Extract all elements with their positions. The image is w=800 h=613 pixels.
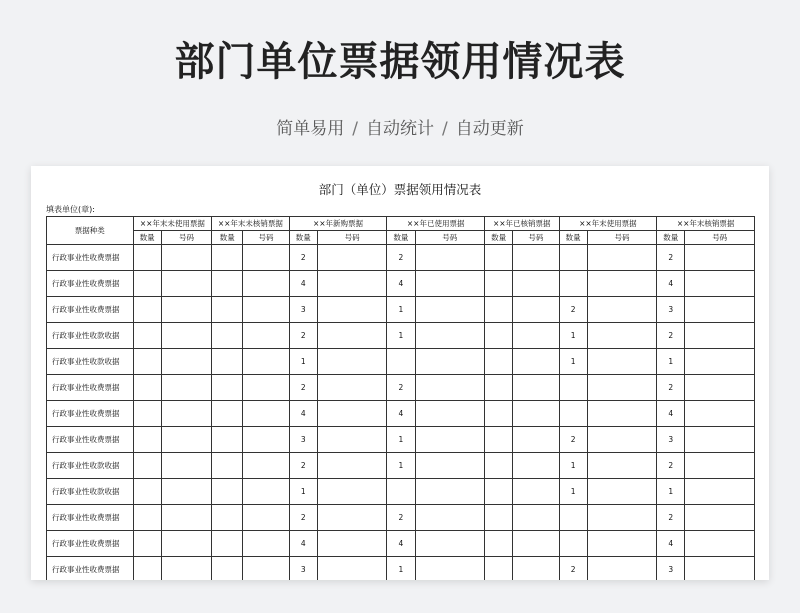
count-cell	[485, 401, 513, 427]
count-cell: 2	[387, 505, 415, 531]
count-cell: 2	[657, 323, 685, 349]
count-cell	[212, 323, 243, 349]
page-title: 部门单位票据领用情况表	[174, 39, 626, 85]
number-cell	[161, 271, 211, 297]
number-cell	[415, 297, 484, 323]
number-cell	[243, 531, 289, 557]
subheader-number: 号码	[587, 231, 656, 245]
count-cell: 4	[387, 271, 415, 297]
number-cell	[587, 557, 656, 581]
count-cell: 2	[559, 427, 587, 453]
count-cell: 4	[289, 271, 317, 297]
count-cell	[133, 453, 161, 479]
count-cell: 3	[657, 557, 685, 581]
number-cell	[415, 323, 484, 349]
number-cell	[513, 557, 559, 581]
number-cell	[161, 427, 211, 453]
number-cell	[415, 505, 484, 531]
count-cell: 2	[289, 323, 317, 349]
count-cell: 2	[387, 375, 415, 401]
table-row	[47, 531, 755, 557]
subheader-number: 号码	[513, 231, 559, 245]
number-cell	[587, 479, 656, 505]
number-cell	[317, 375, 386, 401]
subheader-count: 数量	[559, 231, 587, 245]
count-cell: 2	[657, 505, 685, 531]
number-cell	[415, 245, 484, 271]
column-group-header: ××年已核销票据	[485, 217, 560, 231]
ticket-table	[46, 216, 755, 580]
number-cell	[513, 297, 559, 323]
number-cell	[587, 531, 656, 557]
ticket-kind-cell: 行政事业性收款收据	[47, 323, 134, 349]
column-header-kind: 票据种类	[47, 217, 134, 245]
subheader-count: 数量	[289, 231, 317, 245]
number-cell	[685, 401, 755, 427]
count-cell: 3	[289, 297, 317, 323]
count-cell	[485, 557, 513, 581]
table-row	[47, 557, 755, 581]
count-cell	[212, 271, 243, 297]
count-cell	[387, 479, 415, 505]
number-cell	[513, 349, 559, 375]
count-cell: 2	[387, 245, 415, 271]
subheader-count: 数量	[212, 231, 243, 245]
count-cell: 1	[559, 479, 587, 505]
count-cell: 4	[657, 531, 685, 557]
number-cell	[317, 453, 386, 479]
count-cell	[559, 375, 587, 401]
number-cell	[685, 297, 755, 323]
count-cell: 1	[289, 479, 317, 505]
count-cell: 3	[657, 427, 685, 453]
count-cell	[212, 479, 243, 505]
subtitle-item: 简单易用	[276, 119, 345, 139]
number-cell	[513, 531, 559, 557]
subheader-count: 数量	[657, 231, 685, 245]
count-cell: 2	[657, 453, 685, 479]
number-cell	[415, 453, 484, 479]
number-cell	[513, 401, 559, 427]
count-cell: 4	[289, 531, 317, 557]
number-cell	[243, 427, 289, 453]
count-cell	[559, 531, 587, 557]
count-cell	[212, 505, 243, 531]
subheader-number: 号码	[243, 231, 289, 245]
number-cell	[415, 479, 484, 505]
count-cell	[387, 349, 415, 375]
ticket-kind-cell: 行政事业性收款收据	[47, 479, 134, 505]
number-cell	[415, 557, 484, 581]
count-cell: 2	[657, 245, 685, 271]
number-cell	[243, 297, 289, 323]
number-cell	[513, 271, 559, 297]
count-cell	[212, 557, 243, 581]
number-cell	[587, 401, 656, 427]
number-cell	[685, 323, 755, 349]
count-cell: 3	[289, 427, 317, 453]
count-cell	[133, 479, 161, 505]
count-cell: 1	[657, 349, 685, 375]
count-cell	[485, 323, 513, 349]
number-cell	[587, 375, 656, 401]
count-cell: 4	[657, 271, 685, 297]
count-cell	[485, 245, 513, 271]
count-cell: 4	[657, 401, 685, 427]
number-cell	[243, 401, 289, 427]
ticket-kind-cell: 行政事业性收费票据	[47, 427, 134, 453]
ticket-kind-cell: 行政事业性收费票据	[47, 271, 134, 297]
number-cell	[317, 557, 386, 581]
table-row	[47, 427, 755, 453]
count-cell: 2	[289, 453, 317, 479]
number-cell	[513, 505, 559, 531]
count-cell: 1	[559, 323, 587, 349]
ticket-kind-cell: 行政事业性收费票据	[47, 505, 134, 531]
count-cell: 2	[657, 375, 685, 401]
count-cell	[133, 349, 161, 375]
subheader-number: 号码	[161, 231, 211, 245]
table-row	[47, 323, 755, 349]
ticket-kind-cell: 行政事业性收费票据	[47, 557, 134, 581]
count-cell: 1	[559, 349, 587, 375]
sheet-title: 部门（单位）票据领用情况表	[318, 182, 482, 197]
count-cell: 2	[559, 297, 587, 323]
number-cell	[161, 323, 211, 349]
count-cell: 1	[387, 323, 415, 349]
number-cell	[317, 297, 386, 323]
count-cell	[133, 271, 161, 297]
number-cell	[243, 375, 289, 401]
ticket-kind-cell: 行政事业性收费票据	[47, 245, 134, 271]
column-group-header: ××年末未使用票据	[133, 217, 212, 231]
column-group-header: ××年已使用票据	[387, 217, 485, 231]
subheader-count: 数量	[133, 231, 161, 245]
unit-label: 填表单位(章):	[46, 205, 95, 214]
ticket-kind-cell: 行政事业性收费票据	[47, 375, 134, 401]
number-cell	[317, 505, 386, 531]
number-cell	[243, 557, 289, 581]
count-cell	[485, 453, 513, 479]
count-cell	[212, 453, 243, 479]
count-cell: 2	[559, 557, 587, 581]
table-row	[47, 271, 755, 297]
column-group-header: ××年末使用票据	[559, 217, 657, 231]
number-cell	[587, 453, 656, 479]
number-cell	[161, 453, 211, 479]
number-cell	[513, 323, 559, 349]
count-cell	[485, 479, 513, 505]
number-cell	[317, 323, 386, 349]
number-cell	[685, 453, 755, 479]
count-cell	[485, 271, 513, 297]
table-row	[47, 479, 755, 505]
column-group-header: ××年末未核销票据	[212, 217, 290, 231]
count-cell	[559, 505, 587, 531]
number-cell	[685, 375, 755, 401]
number-cell	[513, 453, 559, 479]
count-cell	[212, 245, 243, 271]
subheader-number: 号码	[317, 231, 386, 245]
number-cell	[513, 427, 559, 453]
number-cell	[243, 479, 289, 505]
subtitle-item: 自动统计	[366, 119, 434, 139]
ticket-kind-cell: 行政事业性收款收据	[47, 453, 134, 479]
number-cell	[415, 427, 484, 453]
subheader-number: 号码	[685, 231, 755, 245]
count-cell: 2	[289, 505, 317, 531]
number-cell	[243, 245, 289, 271]
count-cell: 1	[559, 453, 587, 479]
number-cell	[317, 427, 386, 453]
count-cell	[559, 245, 587, 271]
number-cell	[415, 349, 484, 375]
number-cell	[161, 375, 211, 401]
table-row	[47, 245, 755, 271]
subheader-count: 数量	[387, 231, 415, 245]
count-cell	[559, 271, 587, 297]
number-cell	[161, 557, 211, 581]
number-cell	[161, 297, 211, 323]
number-cell	[587, 323, 656, 349]
table-row	[47, 375, 755, 401]
count-cell	[133, 505, 161, 531]
count-cell: 1	[289, 349, 317, 375]
count-cell	[133, 401, 161, 427]
number-cell	[587, 505, 656, 531]
count-cell	[133, 297, 161, 323]
count-cell	[133, 323, 161, 349]
count-cell	[485, 427, 513, 453]
page-subtitle	[0, 114, 800, 139]
number-cell	[415, 375, 484, 401]
count-cell	[485, 505, 513, 531]
number-cell	[161, 245, 211, 271]
count-cell	[133, 245, 161, 271]
number-cell	[513, 375, 559, 401]
table-row	[47, 505, 755, 531]
count-cell: 4	[387, 531, 415, 557]
number-cell	[243, 505, 289, 531]
count-cell: 4	[387, 401, 415, 427]
number-cell	[685, 505, 755, 531]
count-cell	[212, 297, 243, 323]
table-header	[47, 217, 755, 245]
number-cell	[243, 271, 289, 297]
number-cell	[587, 427, 656, 453]
number-cell	[317, 349, 386, 375]
count-cell: 2	[289, 375, 317, 401]
subtitle-separator: /	[442, 119, 448, 139]
number-cell	[243, 323, 289, 349]
number-cell	[161, 505, 211, 531]
subheader-count: 数量	[485, 231, 513, 245]
subheader-number: 号码	[415, 231, 484, 245]
count-cell	[212, 401, 243, 427]
count-cell	[212, 531, 243, 557]
number-cell	[161, 479, 211, 505]
table-row	[47, 349, 755, 375]
count-cell	[212, 349, 243, 375]
count-cell: 1	[387, 297, 415, 323]
column-group-header: ××年新购票据	[289, 217, 387, 231]
number-cell	[513, 245, 559, 271]
number-cell	[685, 479, 755, 505]
count-cell: 3	[289, 557, 317, 581]
spreadsheet-preview	[31, 166, 769, 580]
number-cell	[513, 479, 559, 505]
number-cell	[587, 349, 656, 375]
number-cell	[161, 531, 211, 557]
table-row	[47, 297, 755, 323]
count-cell	[485, 375, 513, 401]
number-cell	[317, 531, 386, 557]
count-cell	[485, 531, 513, 557]
number-cell	[243, 349, 289, 375]
count-cell	[133, 557, 161, 581]
count-cell	[485, 349, 513, 375]
ticket-kind-cell: 行政事业性收费票据	[47, 401, 134, 427]
number-cell	[415, 401, 484, 427]
count-cell	[485, 297, 513, 323]
number-cell	[317, 245, 386, 271]
count-cell: 1	[387, 427, 415, 453]
number-cell	[685, 557, 755, 581]
count-cell	[133, 531, 161, 557]
number-cell	[317, 271, 386, 297]
number-cell	[685, 531, 755, 557]
number-cell	[587, 245, 656, 271]
number-cell	[587, 271, 656, 297]
ticket-kind-cell: 行政事业性收款收据	[47, 349, 134, 375]
table-row	[47, 401, 755, 427]
number-cell	[685, 427, 755, 453]
count-cell: 4	[289, 401, 317, 427]
number-cell	[587, 297, 656, 323]
number-cell	[685, 245, 755, 271]
table-row	[47, 453, 755, 479]
number-cell	[243, 453, 289, 479]
subtitle-item: 自动更新	[455, 119, 524, 139]
count-cell	[133, 427, 161, 453]
number-cell	[161, 349, 211, 375]
count-cell: 2	[289, 245, 317, 271]
count-cell	[133, 375, 161, 401]
subtitle-separator: /	[352, 119, 358, 139]
count-cell: 1	[387, 557, 415, 581]
column-group-header: ××年末核销票据	[657, 217, 755, 231]
number-cell	[161, 401, 211, 427]
number-cell	[317, 401, 386, 427]
count-cell: 1	[387, 453, 415, 479]
ticket-kind-cell: 行政事业性收费票据	[47, 297, 134, 323]
number-cell	[415, 531, 484, 557]
number-cell	[415, 271, 484, 297]
number-cell	[685, 271, 755, 297]
ticket-kind-cell: 行政事业性收费票据	[47, 531, 134, 557]
count-cell	[559, 401, 587, 427]
number-cell	[317, 479, 386, 505]
count-cell	[212, 427, 243, 453]
table-body	[47, 245, 755, 581]
count-cell: 3	[657, 297, 685, 323]
count-cell: 1	[657, 479, 685, 505]
count-cell	[212, 375, 243, 401]
number-cell	[685, 349, 755, 375]
